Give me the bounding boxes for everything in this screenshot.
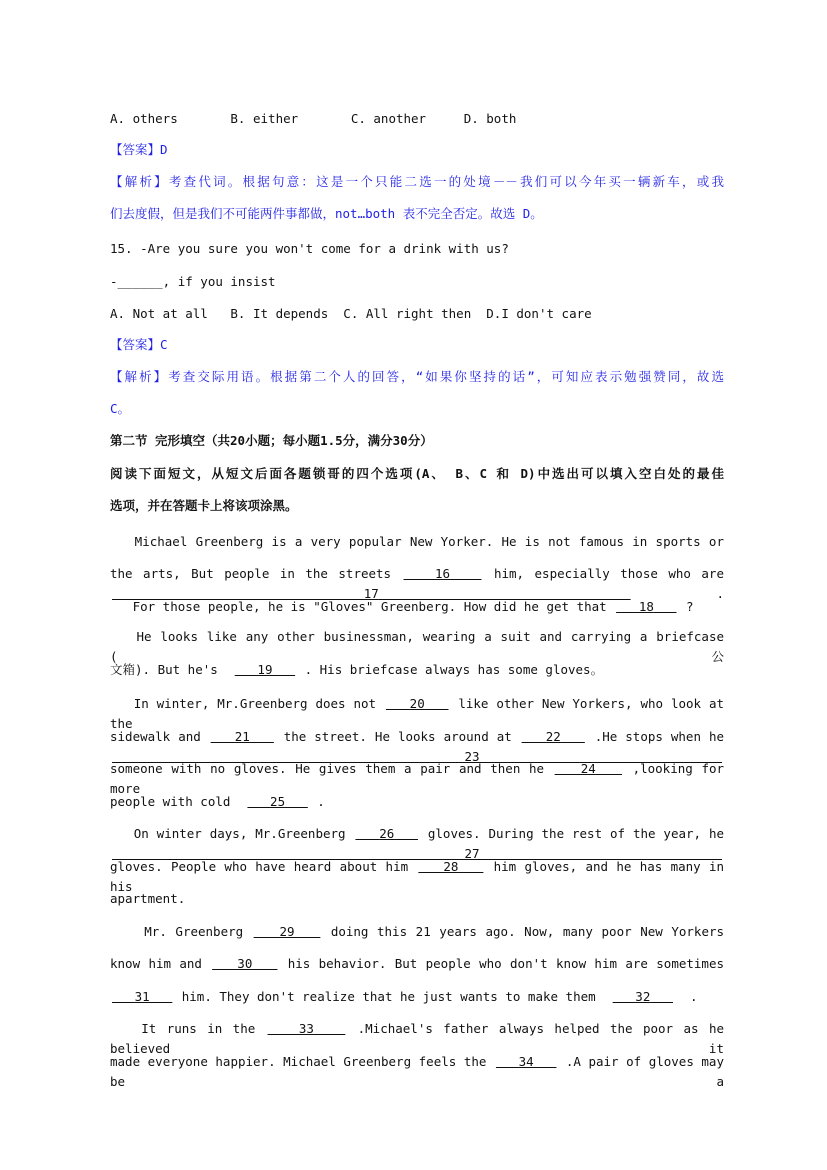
text-segment: like other New Yorkers, who look at the bbox=[110, 696, 725, 731]
blank-19: 19 bbox=[257, 662, 273, 677]
text-segment: apartment. bbox=[110, 891, 186, 906]
text-line bbox=[110, 172, 724, 192]
text-line bbox=[110, 954, 724, 974]
blank-28: 28 bbox=[443, 859, 459, 874]
text-segment: .Michael's father always helped the poor as he believed it bbox=[110, 1021, 725, 1056]
blank-24: 24 bbox=[580, 761, 596, 776]
text-segment: the arts, But people in the streets bbox=[110, 566, 402, 581]
text-line bbox=[110, 889, 724, 909]
text-segment: A. Not at all B. It depends C. All right then D.I don't care bbox=[110, 306, 592, 321]
text-segment: 选项，并在答题卡上将该项涂黑。 bbox=[110, 498, 298, 513]
text-segment: him. They don't realize that he just wants to make them bbox=[181, 989, 604, 1004]
text-line bbox=[110, 694, 725, 731]
text-line bbox=[110, 597, 724, 617]
blank-26: 26 bbox=[379, 826, 395, 841]
text-segment: . bbox=[317, 794, 325, 809]
text-segment: made everyone happier. Michael Greenberg feels the bbox=[110, 1054, 487, 1069]
text-line bbox=[110, 727, 725, 764]
blank-25: 25 bbox=[270, 794, 286, 809]
text-line bbox=[110, 399, 724, 419]
text-segment: 【答案】D bbox=[110, 142, 168, 157]
text-segment: He looks like any other businessman, wearing a suit and carrying a briefcase (公 bbox=[110, 629, 724, 664]
blank-18: 18 bbox=[638, 599, 654, 614]
text-segment: sidewalk and bbox=[110, 729, 201, 744]
text-segment: his behavior. But people who don't know him are sometimes bbox=[287, 956, 724, 971]
blank-29: 29 bbox=[279, 924, 295, 939]
text-line bbox=[110, 1052, 724, 1089]
text-segment: Mr. Greenberg bbox=[110, 924, 244, 939]
text-segment: On winter days, Mr.Greenberg bbox=[110, 826, 354, 841]
blank-21: 21 bbox=[234, 729, 250, 744]
blank-20: 20 bbox=[409, 696, 425, 711]
text-segment: 第二节 完形填空（共20小题；每小题1.5分，满分30分） bbox=[110, 433, 433, 448]
text-line bbox=[110, 431, 724, 451]
text-line bbox=[110, 304, 724, 324]
text-segment: 文箱). But he's bbox=[110, 662, 226, 677]
text-segment: Michael Greenberg is a very popular New Yorker. He is not famous in sports or bbox=[110, 534, 724, 549]
blank-16: 16 bbox=[434, 566, 451, 581]
text-segment: 【解析】考查交际用语。根据第二个人的回答，“如果你坚持的话”，可知应表示勉强赞同，故选 bbox=[110, 369, 724, 384]
text-line bbox=[110, 564, 725, 601]
text-line bbox=[110, 627, 724, 664]
text-segment: 15. -Are you sure you won't come for a drink with us? bbox=[110, 241, 509, 256]
text-segment: For those people, he is "Gloves" Greenberg. How did he get that bbox=[110, 599, 607, 614]
text-line bbox=[110, 857, 725, 894]
text-segment: him, especially those who are bbox=[493, 566, 724, 581]
text-segment: A. others B. either C. another D. both bbox=[110, 111, 517, 126]
text-segment: 【解析】考查代词。根据句意：这是一个只能二选一的处境－－我们可以今年买一辆新车，或我 bbox=[110, 174, 724, 189]
text-line bbox=[110, 922, 724, 942]
text-line bbox=[110, 367, 724, 387]
text-segment: 【答案】C bbox=[110, 337, 168, 352]
text-line bbox=[110, 1019, 725, 1056]
text-segment: 阅读下面短文，从短文后面各题锁哥的四个选项(A、 B、C 和 D)中选出可以填入空白处的最佳 bbox=[110, 466, 724, 481]
text-line bbox=[110, 532, 724, 552]
text-segment: 们去度假，但是我们不可能两件事都做，not…both 表不完全否定。故选 D。 bbox=[110, 206, 543, 221]
blank-32: 32 bbox=[635, 989, 651, 1004]
text-segment: . bbox=[716, 586, 725, 601]
text-line bbox=[110, 792, 724, 812]
text-line bbox=[110, 140, 724, 160]
text-line bbox=[110, 109, 724, 129]
text-segment: In winter, Mr.Greenberg does not bbox=[110, 696, 377, 711]
text-line bbox=[110, 272, 724, 292]
text-segment: someone with no gloves. He gives them a pair and then he bbox=[110, 761, 553, 776]
text-line bbox=[110, 496, 724, 516]
text-line bbox=[110, 660, 724, 680]
text-line bbox=[110, 239, 724, 259]
blank-22: 22 bbox=[545, 729, 561, 744]
text-segment: know him and bbox=[110, 956, 211, 971]
blank-33: 33 bbox=[298, 1021, 314, 1036]
text-line bbox=[110, 987, 724, 1007]
text-segment: .A pair of gloves may be a bbox=[110, 1054, 724, 1089]
text-segment: people with cold bbox=[110, 794, 238, 809]
text-line bbox=[110, 824, 725, 861]
text-segment: It runs in the bbox=[110, 1021, 256, 1036]
text-segment: . bbox=[682, 989, 698, 1004]
text-segment: ? bbox=[685, 599, 694, 614]
text-line bbox=[110, 759, 725, 796]
text-line bbox=[110, 335, 724, 355]
blank-17: 17 bbox=[363, 586, 379, 601]
blank-31: 31 bbox=[134, 989, 150, 1004]
text-segment: him gloves, and he has many in his bbox=[110, 859, 725, 894]
text-segment: .He stops when he bbox=[594, 729, 725, 744]
text-segment: doing this 21 years ago. Now, many poor New Yorkers bbox=[330, 924, 725, 939]
blank-23: 23 bbox=[464, 749, 480, 764]
text-segment: C。 bbox=[110, 401, 131, 416]
text-segment: ,looking for more bbox=[110, 761, 725, 796]
blank-27: 27 bbox=[464, 846, 480, 861]
text-segment: the street. He looks around at bbox=[283, 729, 520, 744]
text-segment: -______, if you insist bbox=[110, 274, 276, 289]
text-line bbox=[110, 464, 724, 484]
text-segment: gloves. People who have heard about him bbox=[110, 859, 417, 874]
blank-30: 30 bbox=[237, 956, 253, 971]
text-segment: gloves. During the rest of the year, he bbox=[427, 826, 725, 841]
blank-34: 34 bbox=[518, 1054, 534, 1069]
text-line bbox=[110, 204, 724, 224]
text-segment: . His briefcase always has some gloves。 bbox=[304, 662, 604, 677]
